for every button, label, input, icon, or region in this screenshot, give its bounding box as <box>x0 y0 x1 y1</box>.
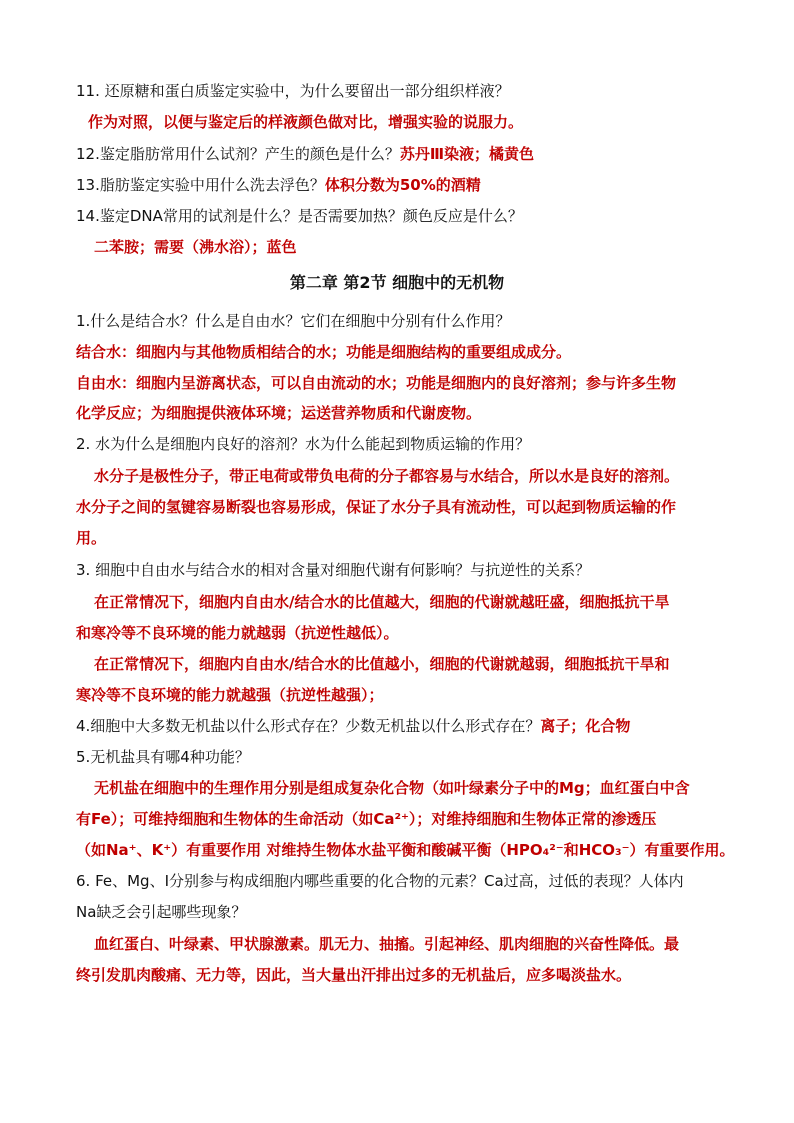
question-5: 5.无机盐具有哪4种功能？ <box>76 748 250 766</box>
answer-1-free-water-cont: 化学反应；为细胞提供液体环境；运送营养物质和代谢废物。 <box>76 404 482 422</box>
answer-3-line-4: 寒冷等不良环境的能力就越强（抗逆性越强）； <box>76 686 384 704</box>
section-title: 第二章 第2节 细胞中的无机物 <box>289 273 505 292</box>
answer-4: 离子；化合物 <box>540 717 631 735</box>
question-6-cont: Na缺乏会引起哪些现象？ <box>76 903 247 921</box>
answer-2-line-2: 水分子之间的氢键容易断裂也容易形成，保证了水分子具有流动性，可以起到物质运输的作 <box>76 498 677 516</box>
question-13: 13.脂肪鉴定实验中用什么洗去浮色？体积分数为50%的酒精 <box>76 176 481 194</box>
question-3: 3. 细胞中自由水与结合水的相对含量对细胞代谢有何影响？与抗逆性的关系？ <box>76 561 591 579</box>
question-11: 11. 还原糖和蛋白质鉴定实验中，为什么要留出一部分组织样液？ <box>76 82 510 100</box>
answer-3-line-2: 和寒冷等不良环境的能力就越弱（抗逆性越低）。 <box>76 624 399 642</box>
question-4: 4.细胞中大多数无机盐以什么形式存在？少数无机盐以什么形式存在？离子；化合物 <box>76 717 631 735</box>
answer-2-line-3: 用。 <box>76 529 107 547</box>
answer-5-line-1: 无机盐在细胞中的生理作用分别是组成复杂化合物（如叶绿素分子中的Mg；血红蛋白中含 <box>94 779 690 797</box>
answer-13: 体积分数为50%的酒精 <box>324 176 481 194</box>
answer-1-bound-water: 结合水：细胞内与其他物质相结合的水；功能是细胞结构的重要组成成分。 <box>76 343 572 361</box>
answer-3-line-3: 在正常情况下，细胞内自由水/结合水的比值越小，细胞的代谢就越弱，细胞抵抗干旱和 <box>94 655 670 673</box>
answer-5-line-2: 有Fe）；可维持细胞和生物体的生命活动（如Ca²⁺）；对维持细胞和生物体正常的渗透压 <box>76 810 657 828</box>
answer-11: 作为对照，以便与鉴定后的样液颜色做对比，增强实验的说服力。 <box>88 113 524 131</box>
answer-3-line-1: 在正常情况下，细胞内自由水/结合水的比值越大，细胞的代谢就越旺盛，细胞抵抗干旱 <box>94 593 670 611</box>
answer-14: 二苯胺；需要（沸水浴）；蓝色 <box>94 238 297 256</box>
question-14: 14.鉴定DNA常用的试剂是什么？是否需要加热？颜色反应是什么？ <box>76 207 523 225</box>
question-12: 12.鉴定脂肪常用什么试剂？产生的颜色是什么？苏丹Ⅲ染液；橘黄色 <box>76 145 535 163</box>
question-6: 6. Fe、Mg、I分别参与构成细胞内哪些重要的化合物的元素？Ca过高，过低的表现？人体内 <box>76 872 684 890</box>
question-1: 1.什么是结合水？什么是自由水？它们在细胞中分别有什么作用？ <box>76 312 511 330</box>
answer-5-line-3: （如Na⁺、K⁺）有重要作用 对维持生物体水盐平衡和酸碱平衡（HPO₄²⁻和HCO₃⁻）有重要作用。 <box>76 841 735 859</box>
answer-1-free-water: 自由水：细胞内呈游离状态，可以自由流动的水；功能是细胞内的良好溶剂；参与许多生物 <box>76 374 677 392</box>
question-2: 2. 水为什么是细胞内良好的溶剂？水为什么能起到物质运输的作用？ <box>76 435 531 453</box>
answer-2-line-1: 水分子是极性分子，带正电荷或带负电荷的分子都容易与水结合，所以水是良好的溶剂。 <box>94 467 680 485</box>
answer-6-line-1: 血红蛋白、叶绿素、甲状腺激素。肌无力、抽搐。引起神经、肌肉细胞的兴奋性降低。最 <box>94 935 680 953</box>
answer-6-line-2: 终引发肌肉酸痛、无力等，因此，当大量出汗排出过多的无机盐后，应多喝淡盐水。 <box>76 966 632 984</box>
answer-12: 苏丹Ⅲ染液；橘黄色 <box>399 145 535 163</box>
